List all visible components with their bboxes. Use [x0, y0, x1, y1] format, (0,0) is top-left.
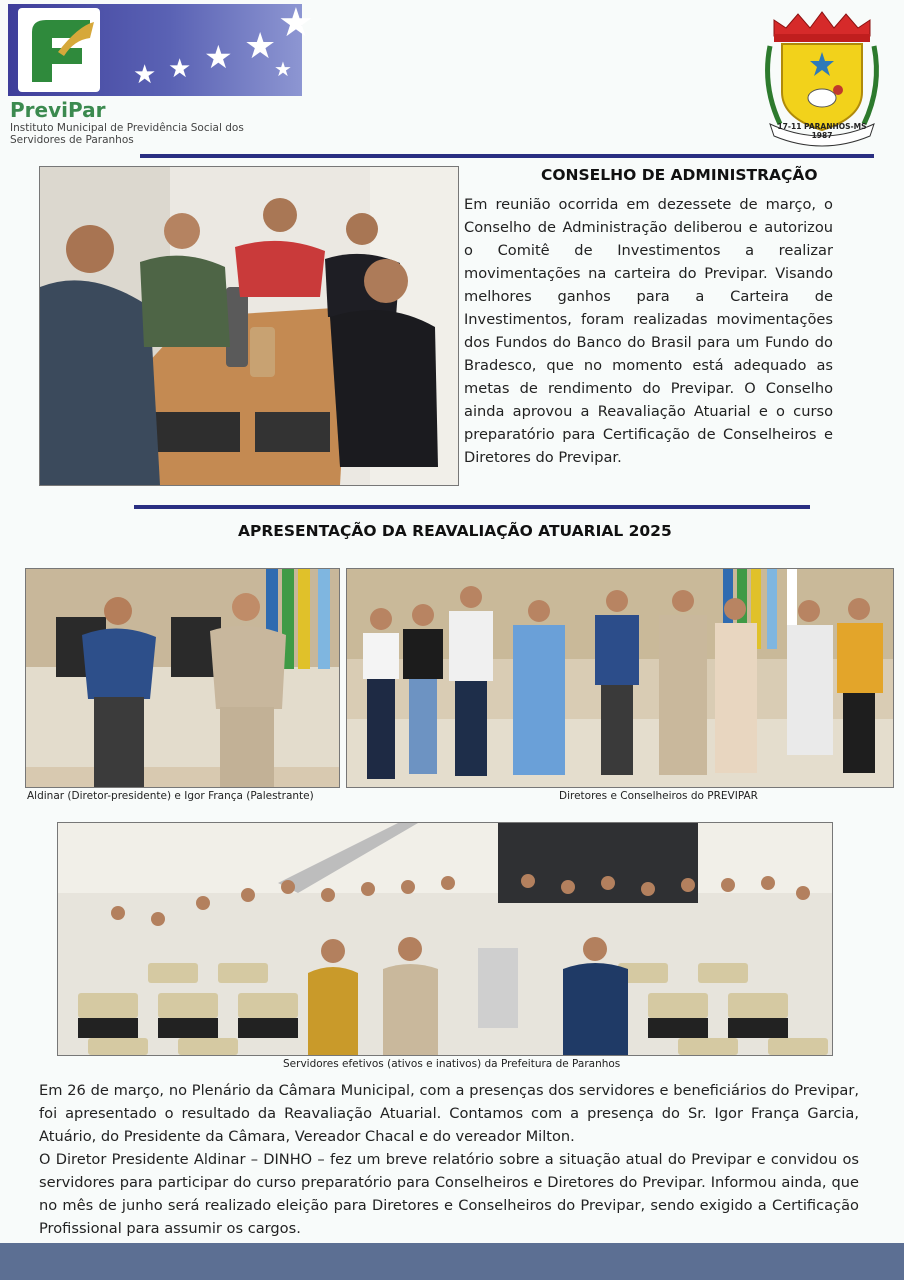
- previpar-logo-mark: [18, 8, 100, 92]
- brand-subtitle-line: Instituto Municipal de Previdência Social dos: [10, 122, 244, 134]
- speakers-caption: Aldinar (Diretor-presidente) e Igor França (Palestrante): [27, 790, 314, 802]
- audience-photo: [57, 822, 833, 1056]
- star-icon: ★: [274, 57, 292, 81]
- paranhos-crest: [760, 6, 884, 148]
- council-meeting-photo: [39, 166, 459, 486]
- reavaliacao-section-title: APRESENTAÇÃO DA REAVALIAÇÃO ATUARIAL 2025: [238, 522, 672, 540]
- council-section-title: CONSELHO DE ADMINISTRAÇÃO: [541, 166, 818, 184]
- section-divider: [134, 505, 810, 509]
- star-icon: ★: [168, 54, 192, 84]
- brand-subtitle-line: Servidores de Paranhos: [10, 134, 134, 146]
- directors-photo: [346, 568, 894, 788]
- reavaliacao-paragraph-1: Em 26 de março, no Plenário da Câmara Municipal, com a presenças dos servidores e beneficiários do Previpar, foi apresentado o resultado da Reavaliação Atuarial. Contamos com a presença do Sr. Igor França Garcia, Atuário, do Presidente da Câmara, Vereador Chacal e do vereador Milton.: [39, 1082, 859, 1145]
- speakers-photo: [25, 568, 340, 788]
- audience-caption: Servidores efetivos (ativos e inativos) da Prefeitura de Paranhos: [283, 1058, 621, 1070]
- star-icon: ★: [278, 0, 314, 46]
- star-icon: ★: [204, 38, 233, 76]
- brand-name: PreviPar: [10, 98, 106, 122]
- previpar-logo-banner: [8, 0, 314, 96]
- star-icon: ★: [244, 26, 277, 67]
- council-paragraph: Em reunião ocorrida em dezessete de março, o Conselho de Administração deliberou e autorizou o Comitê de Investimentos a realizar movimentações na carteira do Previpar. Visando melhores ganhos para a Carteira de Investimentos, foram realizadas movimentações dos Fundos do Banco do Brasil para um Fundo do Bradesco, que no momento está adequado as metas de rendimento do Previpar. O Conselho ainda aprovou a Reavaliação Atuarial e o curso preparatório para Certificação de Conselheiros e Diretores do Previpar.: [464, 196, 833, 466]
- header-divider: [140, 154, 874, 158]
- crest-ribbon-text: 17-11 PARANHOS-MS 1987: [777, 122, 867, 140]
- reavaliacao-paragraph-2: O Diretor Presidente Aldinar – DINHO – fez um breve relatório sobre a situação atual do Previpar e convidou os servidores para participar do curso preparatório para Conselheiros e Diretores do Previpar. Informou ainda, que no mês de junho será realizado eleição para Diretores e Conselheiros do Previpar, sendo exigido a Certificação Profissional para assumir os cargos.: [39, 1151, 859, 1237]
- footer-bar: [0, 1243, 904, 1280]
- star-icon: ★: [133, 60, 157, 90]
- brand-subtitle: [10, 122, 310, 146]
- directors-caption: Diretores e Conselheiros do PREVIPAR: [559, 790, 758, 802]
